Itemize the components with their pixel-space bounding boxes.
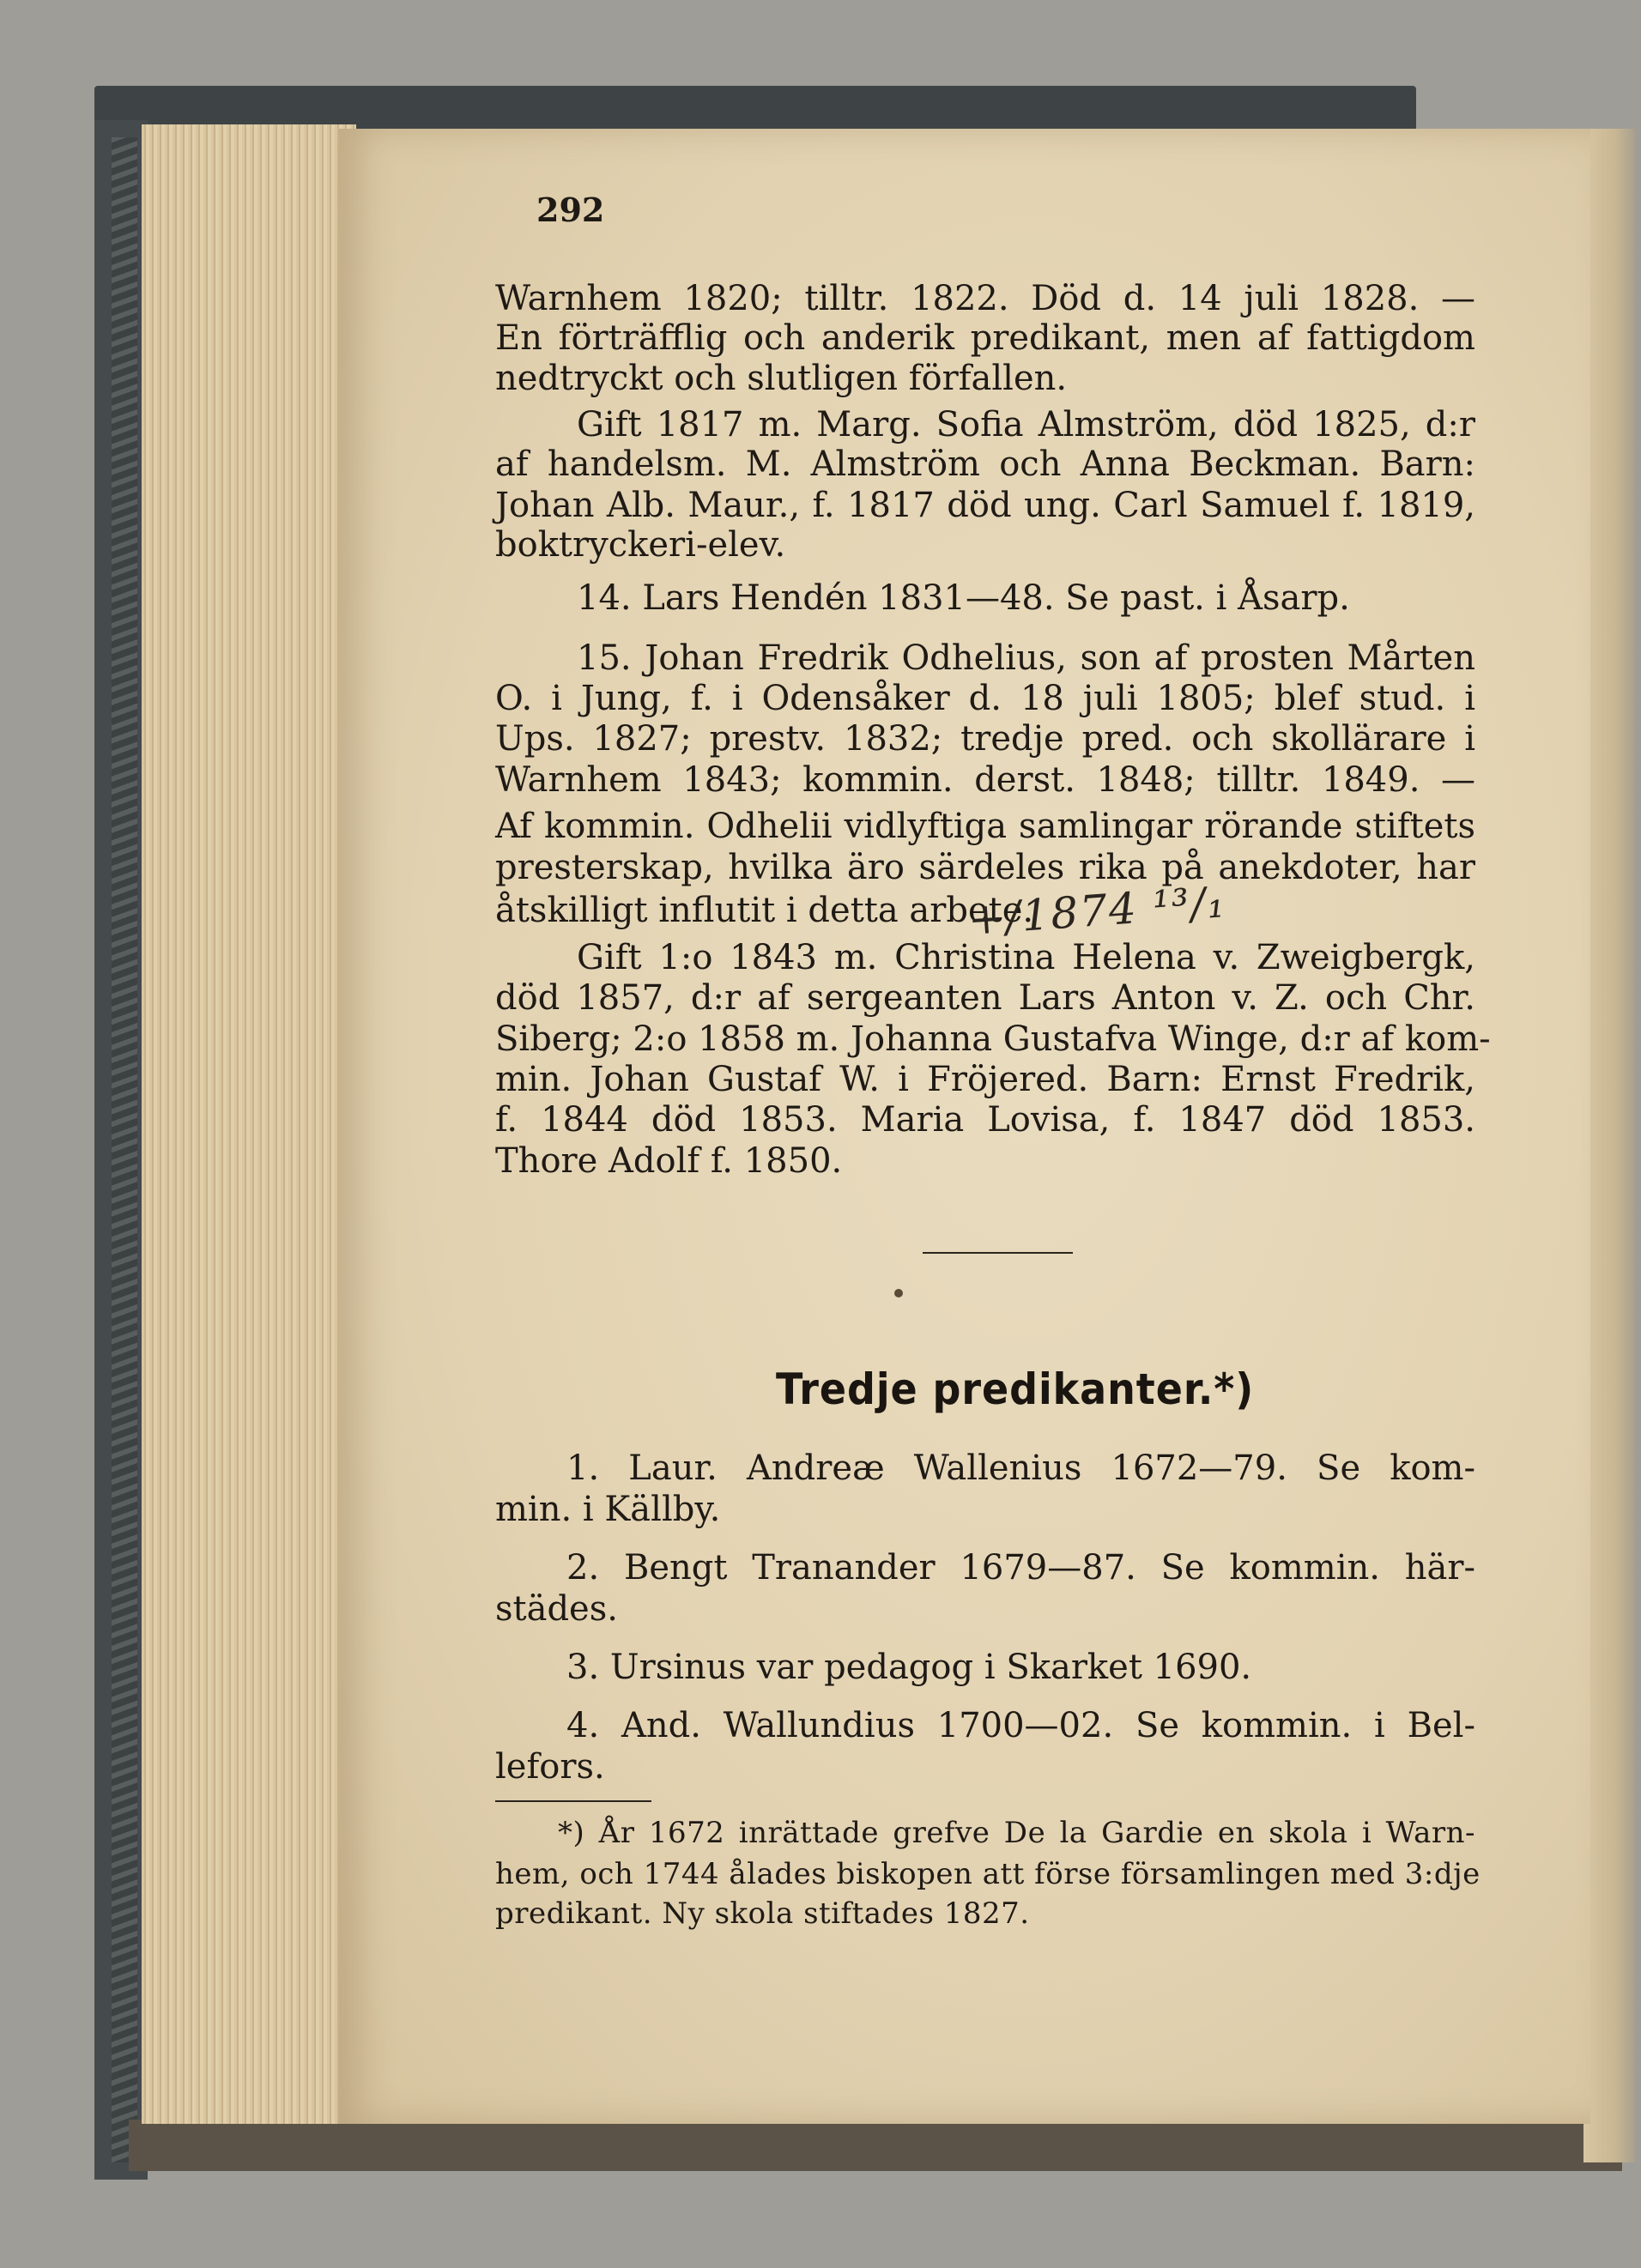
text-line: En förträfflig och anderik predikant, men af fattigdom	[495, 318, 1475, 358]
footnote-line: hem, och 1744 ålades biskopen att förse församlingen med 3:dje	[495, 1857, 1481, 1891]
page-number: 292	[536, 191, 605, 229]
text-line: presterskap, hvilka äro särdeles rika på anekdoter, har	[495, 848, 1475, 887]
section-separator	[923, 1252, 1073, 1254]
footnote-line: *) År 1672 inrättade grefve De la Gardie en skola i Warn-	[558, 1816, 1475, 1850]
list-item: min. i Källby.	[495, 1490, 721, 1529]
facing-page-edge	[1583, 129, 1635, 2162]
footnote-rule	[495, 1800, 651, 1802]
text-line: 14. Lars Hendén 1831—48. Se past. i Åsarp.	[577, 578, 1350, 618]
text-line: f. 1844 död 1853. Maria Lovisa, f. 1847 död 1853.	[495, 1100, 1475, 1140]
text-line: Siberg; 2:o 1858 m. Johanna Gustafva Winge, d:r af kom-	[495, 1019, 1491, 1059]
text-line: Thore Adolf f. 1850.	[495, 1141, 843, 1181]
list-item: 4. And. Wallundius 1700—02. Se kommin. i Bel-	[566, 1706, 1475, 1745]
footnote-line: predikant. Ny skola stiftades 1827.	[495, 1896, 1030, 1931]
text-line: Johan Alb. Maur., f. 1817 död ung. Carl Samuel f. 1819,	[495, 486, 1475, 525]
text-line: 15. Johan Fredrik Odhelius, son af prosten Mårten	[577, 638, 1475, 678]
text-line: nedtryckt och slutligen förfallen.	[495, 359, 1068, 398]
list-item: 2. Bengt Tranander 1679—87. Se kommin. här-	[566, 1548, 1475, 1588]
list-item: städes.	[495, 1589, 618, 1629]
spine-cloth-texture	[112, 137, 137, 2162]
list-item: lefors.	[495, 1747, 605, 1787]
text-line: död 1857, d:r af sergeanten Lars Anton v. Z. och Chr.	[495, 978, 1475, 1018]
text-line: boktryckeri-elev.	[495, 525, 786, 565]
list-item: 3. Ursinus var pedagog i Skarket 1690.	[566, 1648, 1252, 1687]
section-heading: Tredje predikanter.*)	[776, 1364, 1255, 1414]
text-line: O. i Jung, f. i Odensåker d. 18 juli 1805; blef stud. i	[495, 679, 1475, 718]
page-stack-edges	[142, 124, 356, 2124]
text-line: Warnhem 1820; tilltr. 1822. Död d. 14 juli 1828. —	[495, 279, 1475, 318]
text-line: af handelsm. M. Almström och Anna Beckman. Barn:	[495, 445, 1475, 484]
text-line: min. Johan Gustaf W. i Fröjered. Barn: Ernst Fredrik,	[495, 1060, 1475, 1099]
book-cover-bottom-edge	[129, 2120, 1622, 2171]
text-line: Af kommin. Odhelii vidlyftiga samlingar rörande stiftets	[495, 807, 1475, 846]
text-line: åtskilligt influtit i detta arbete.	[495, 891, 1034, 930]
text-line: Ups. 1827; prestv. 1832; tredje pred. och skollärare i	[495, 719, 1475, 759]
text-line: Warnhem 1843; kommin. derst. 1848; tilltr. 1849. —	[495, 760, 1475, 800]
text-line: Gift 1817 m. Marg. Sofia Almström, död 1825, d:r	[577, 405, 1475, 445]
list-item: 1. Laur. Andreæ Wallenius 1672—79. Se kom-	[566, 1448, 1475, 1488]
ink-speck	[894, 1289, 903, 1297]
handwritten-annotation: +/1874 ¹³/₁	[966, 877, 1228, 945]
text-line: Gift 1:o 1843 m. Christina Helena v. Zweigbergk,	[577, 938, 1475, 977]
